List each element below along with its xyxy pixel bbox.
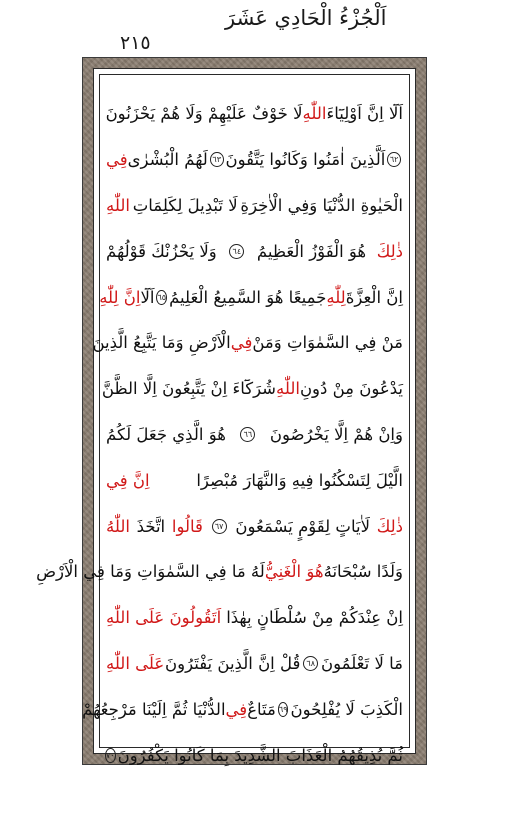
ayah-number-marker: ٦٨ [303,656,318,671]
text-line [92,320,403,366]
verse-text: مَا لَا تَعْلَمُونَ [321,653,403,673]
juz-title: اَلْجُزْءُ الْحَادِي عَشَرَ [225,6,387,30]
verse-text: لَاٰيَاتٍ لِقَوْمٍ يَسْمَعُونَ [235,516,370,536]
verse-text: لَا تَبْدِيلَ لِكَلِمَاتِ [132,195,238,215]
text-line [99,274,403,320]
highlighted-word: ذٰلِكَ [376,516,403,536]
verse-text: الْاَرْضِ وَمَا يَتَّبِعُ الَّذِينَ [92,333,231,353]
verse-text: لَهُ مَا فِي السَّمٰوَاتِ وَمَا فِي الْاَرْضِ [36,562,265,582]
verse-text: اتَّخَذَ [136,516,166,536]
highlighted-word: عَلَى اللّٰهِ [106,653,165,673]
verse-text: وَلَا يَحْزُنْكَ قَوْلُهُمْ [106,241,217,261]
highlighted-word: ذٰلِكَ [376,241,403,261]
verse-text: هُوَ الْفَوْزُ الْعَظِيمُ [256,241,367,261]
verse-text: الْحَيٰوةِ الدُّنْيَا وَفِي الْاٰخِرَةِ [240,195,403,215]
ayah-number-marker: ٦٤ [229,244,244,259]
verse-text: لَهُمُ الْبُشْرٰى [127,150,208,170]
text-line [106,457,403,503]
highlighted-word: اللّٰهُ [106,516,130,536]
verse-text: اِنَّ الْعِزَّةَ [345,287,403,307]
verse-text: اَلَٓا اِنَّ اَوْلِيَٓاءَ [326,104,403,124]
highlighted-word: فِي [225,699,248,719]
text-line [106,183,403,229]
verse-text: الْكَذِبَ لَا يُفْلِحُونَ [290,699,403,719]
text-line [106,732,403,778]
highlighted-word: اللّٰهِ [302,104,327,124]
verse-text: ثُمَّ نُذِيقُهُمُ الْعَذَابَ الشَّدِيدَ بِمَا كَانُوا يَكْفُرُونَ [117,745,403,765]
highlighted-word: فِي [106,150,128,170]
highlighted-word: اللّٰهِ [276,379,300,399]
text-lines [36,91,403,765]
text-line [101,366,403,412]
highlighted-word: قَالُوا [171,516,203,536]
highlighted-word: اِنَّ فِي [106,470,150,490]
verse-text: هُوَ الَّذِي جَعَلَ لَكُمُ [106,424,226,444]
verse-text: مَتَاعٌ [247,699,276,719]
verse-text: اِنْ عِنْدَكُمْ مِنْ سُلْطَانٍ بِهٰذَا [226,608,403,628]
text-line [36,549,403,595]
text-line [106,412,403,458]
text-line [106,91,403,137]
highlighted-word: اَتَقُولُونَ عَلَى اللّٰهِ [106,608,222,628]
verse-text: وَلَدًا سُبْحَانَهُ [323,562,403,582]
highlighted-word: هُوَ الْغَنِيُّ [264,562,324,582]
ayah-number-marker: ٧٠ [105,748,116,763]
text-panel [36,74,410,765]
highlighted-word: لِلّٰهِ [326,287,346,307]
text-line [106,641,403,687]
text-line [106,228,403,274]
text-line [106,137,403,183]
page-number: ٢١٥ [120,32,151,54]
verse-text: اَلَّذِينَ اٰمَنُوا وَكَانُوا يَتَّقُونَ [225,150,386,170]
verse-text: شُرَكَٓاءَ اِنْ يَتَّبِعُونَ اِلَّا الظَّنَّ [101,379,277,399]
verse-text: جَمِيعًا هُوَ السَّمِيعُ الْعَلِيمُ [169,287,327,307]
highlighted-word: اللّٰهِ [106,195,130,215]
highlighted-word: اِنَّ لِلّٰهِ [99,287,141,307]
text-line [82,686,403,732]
ayah-number-marker: ٦٥ [156,290,167,305]
ayah-number-marker: ٦٧ [212,519,227,534]
ayah-number-marker: ٦٦ [240,427,255,442]
verse-text: قُلْ اِنَّ الَّذِينَ يَفْتَرُونَ [165,653,301,673]
ornamental-frame [36,57,427,765]
verse-text: مَنْ فِي السَّمٰوَاتِ وَمَنْ [252,333,403,353]
verse-text: اَلَٓا [140,287,155,307]
page-header [0,0,518,62]
text-line [106,595,403,641]
text-line [106,503,403,549]
verse-text: وَاِنْ هُمْ اِلَّا يَخْرُصُونَ [269,424,403,444]
verse-text: لَا خَوْفٌ عَلَيْهِمْ وَلَا هُمْ يَحْزَنُونَ [105,104,303,124]
verse-text: الدُّنْيَا ثُمَّ اِلَيْنَا مَرْجِعُهُمْ [82,699,226,719]
verse-text: الَّيْلَ لِتَسْكُنُوا فِيهِ وَالنَّهَارَ مُبْصِرًا [196,470,403,490]
ayah-number-marker: ٦٣ [210,152,224,167]
highlighted-word: فِي [230,333,253,353]
ayah-number-marker: ٦٢ [387,152,401,167]
frame-inner-border [36,68,416,765]
verse-text: يَدْعُونَ مِنْ دُونِ [299,379,403,399]
ayah-number-marker: ٦٩ [278,702,289,717]
